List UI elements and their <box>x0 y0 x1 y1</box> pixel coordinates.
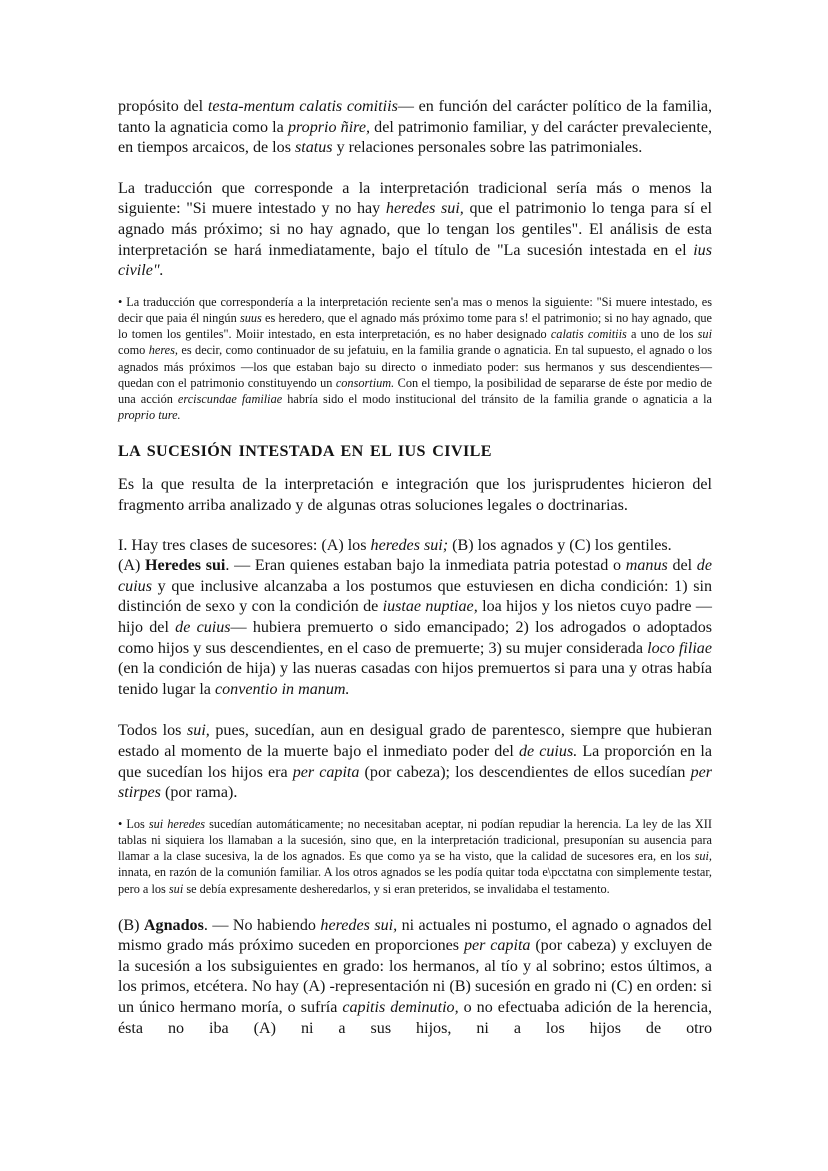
text-run: y relaciones personales sobre las patrimoniales. <box>332 139 643 157</box>
text-run: a uno de los <box>626 327 698 342</box>
italic-term: conventio in manum. <box>214 680 350 698</box>
text-run: habría sido el modo institucional del tránsito de la familia grande o agnaticia a la <box>282 391 713 406</box>
text-run: (en la condición de hija) y las nueras casadas con hijos premuertos si para una y otras había tenido lugar la <box>118 660 712 698</box>
text-run: loa hijos y los nietos cuyo padre —hijo del <box>118 598 712 636</box>
italic-term: sui <box>697 327 712 342</box>
italic-term: per stirpes <box>118 763 713 802</box>
text-run: o no efectuaba adición de la herencia, ésta no iba (A) ni a sus hijos, ni a los hijos de otro <box>118 999 713 1037</box>
text-run: (B) <box>118 916 144 934</box>
italic-term: capitis deminutio, <box>342 999 459 1017</box>
text-run: La proporción en la que sucedían los hijos era <box>118 742 712 781</box>
text-run: (por cabeza); los descendientes de ellos sucedían <box>359 763 691 781</box>
text-run: se debía expresamente desheredarlos, y si eran preteridos, se invalidaba el testamento. <box>183 881 610 896</box>
text-run: — en función del carácter político de la familia, tanto la agnaticia como la <box>118 98 712 136</box>
text-run: (por cabeza) y excluyen de la sucesión a los subsiguientes en grado: los hermanos, al tío y al sobrino; estos últimos, a los primos, etcétera. No hay (A) -representación ni (B) sucesión en grado ni (C) en orden: si un único hermano moría, o sufría <box>118 937 712 1017</box>
italic-term: proprio ture. <box>118 408 181 423</box>
text-run: (por rama). <box>160 784 238 802</box>
bold-term: Agnados <box>143 916 204 934</box>
text-run: como <box>118 343 149 358</box>
text-run: del patrimonio familiar, y del carácter prevaleciente, en tiempos arcaicos, de los <box>118 118 712 157</box>
italic-term: erciscundae familiae <box>177 391 283 406</box>
paragraph-section-intro <box>118 475 712 516</box>
italic-term: suus <box>239 310 262 325</box>
text-run: es decir, como continuador de su jefatuiu, en la familia grande o agnaticia. En tal supuesto, el agnado o los agnados más próximos —los que estaban bajo su directo o inmediato poder: sus hermanos y sus descendientes— quedan con el patrimonio constituyendo un <box>118 343 712 390</box>
text-run: I. Hay tres clases de sucesores: (A) los <box>118 536 371 554</box>
text-run: Es la que resulta de la interpretación e integración que los jurisprudentes hicieron del fragmento arriba analizado y de algunas otras soluciones legales o doctrinarias. <box>118 476 712 514</box>
italic-term: status <box>294 139 333 157</box>
text-run: y que inclusive alcanzaba a los postumos que estuviesen en dicha condición: 1) sin distinción de sexo y con la condición de <box>118 577 712 616</box>
text-run: • La traducción que correspondería a la interpretación reciente sen'a mas o menos la siguiente: "Si muere intestado, es decir que paia él ningún <box>118 294 712 325</box>
italic-term: heres, <box>148 343 178 358</box>
text-run: Con el tiempo, la posibilidad de separarse de éste por medio de una acción <box>118 375 712 406</box>
document-page <box>118 97 712 1039</box>
paragraph-agnados <box>118 916 712 1040</box>
text-run: sucedían automáticamente; no necesitaban aceptar, ni podían repudiar la herencia. La ley de las XII tablas ni siquiera los llamaban a la sucesión, sino que, en la interpretación tradicional, presuponían su ausencia para llamar a la clase sucesiva, la de los agnados. Es que como ya se ha visto, que la calidad de sucesores era, en los <box>118 816 712 864</box>
text-run: . — Eran quienes estaban bajo la inmediata patria potestad o <box>225 557 626 575</box>
text-run: es heredero, que el agnado más próximo tome para s! el patrimonio; si no hay agnado, que lo tomen los gentiles". Moiir intestado, en esta interpretación, es no haber designado <box>118 310 712 342</box>
italic-term: loco filiae <box>647 639 712 657</box>
text-run: pues, sucedían, aun en desigual grado de parentesco, siempre que hubieran estado al momento de la muerte bajo el inmediato poder del <box>118 722 712 760</box>
paragraph-testamentum <box>118 97 712 159</box>
text-run: La traducción que corresponde a la interpretación tradicional sería más o menos la siguiente: "Si muere intestado y no hay <box>118 179 712 218</box>
text-run: — hubiera premuerto o sido emancipado; 2) los adrogados o adoptados como hijos y sus descendientes, en el caso de premuerte; 3) su mujer considerada <box>118 618 713 657</box>
italic-term: proprio ñire, <box>287 118 371 136</box>
italic-term: testa-mentum calatis comitiis <box>207 98 398 115</box>
italic-term: heredes sui; <box>370 536 449 554</box>
text-run: que el patrimonio lo tenga para sí el agnado más próximo; si no hay agnado, que lo tengan los gentiles". El análisis de esta interpretación se hará inmediatamente, bajo el título de "La sucesión intestada en el <box>118 200 712 259</box>
italic-term: per capita <box>292 763 360 781</box>
text-run: Todos los <box>118 722 188 740</box>
italic-term: sui, <box>187 722 210 740</box>
note-recent-interpretation <box>118 294 712 424</box>
italic-term: ius civile". <box>118 241 712 280</box>
text-run: ni actuales ni postumo, el agnado o agnados del mismo grado más próximo suceden en proporciones <box>118 916 713 955</box>
italic-term: heredes sui, <box>320 916 398 934</box>
italic-term: consortium. <box>335 375 395 390</box>
italic-term: manus <box>625 557 668 575</box>
italic-term: sui heredes <box>148 816 206 831</box>
text-run: (A) <box>118 557 146 575</box>
text-run: del <box>667 557 697 575</box>
italic-term: heredes sui, <box>385 200 464 218</box>
note-sui-heredes <box>118 816 712 897</box>
paragraph-traditional-translation <box>118 179 712 282</box>
paragraph-three-classes <box>118 536 712 557</box>
text-run: innata, en razón de la comunión familiar. A los otros agnados se les podía quitar toda e\pcctatna con simplemente testar, pero a los <box>118 865 712 896</box>
text-run: (B) los agnados y (C) los gentiles. <box>448 536 672 554</box>
paragraph-todos-los-sui <box>118 721 712 803</box>
italic-term: de cuius <box>118 557 712 595</box>
italic-term: calatis comitiis <box>550 327 627 342</box>
italic-term: sui <box>168 881 184 896</box>
italic-term: de cuius. <box>518 742 578 760</box>
italic-term: per capita <box>463 937 531 955</box>
paragraph-heredes-sui <box>118 556 712 700</box>
text-run: propósito del <box>118 98 208 115</box>
italic-term: iustae nuptiae, <box>382 598 478 616</box>
bold-term: Heredes sui <box>145 557 226 575</box>
italic-term: sui, <box>694 849 712 864</box>
text-run: • Los <box>118 816 149 831</box>
section-heading: LA SUCESIÓN INTESTADA EN EL IUS CIVILE <box>118 443 492 461</box>
text-run: . — No habiendo <box>203 916 321 934</box>
italic-term: de cuius <box>175 618 231 636</box>
